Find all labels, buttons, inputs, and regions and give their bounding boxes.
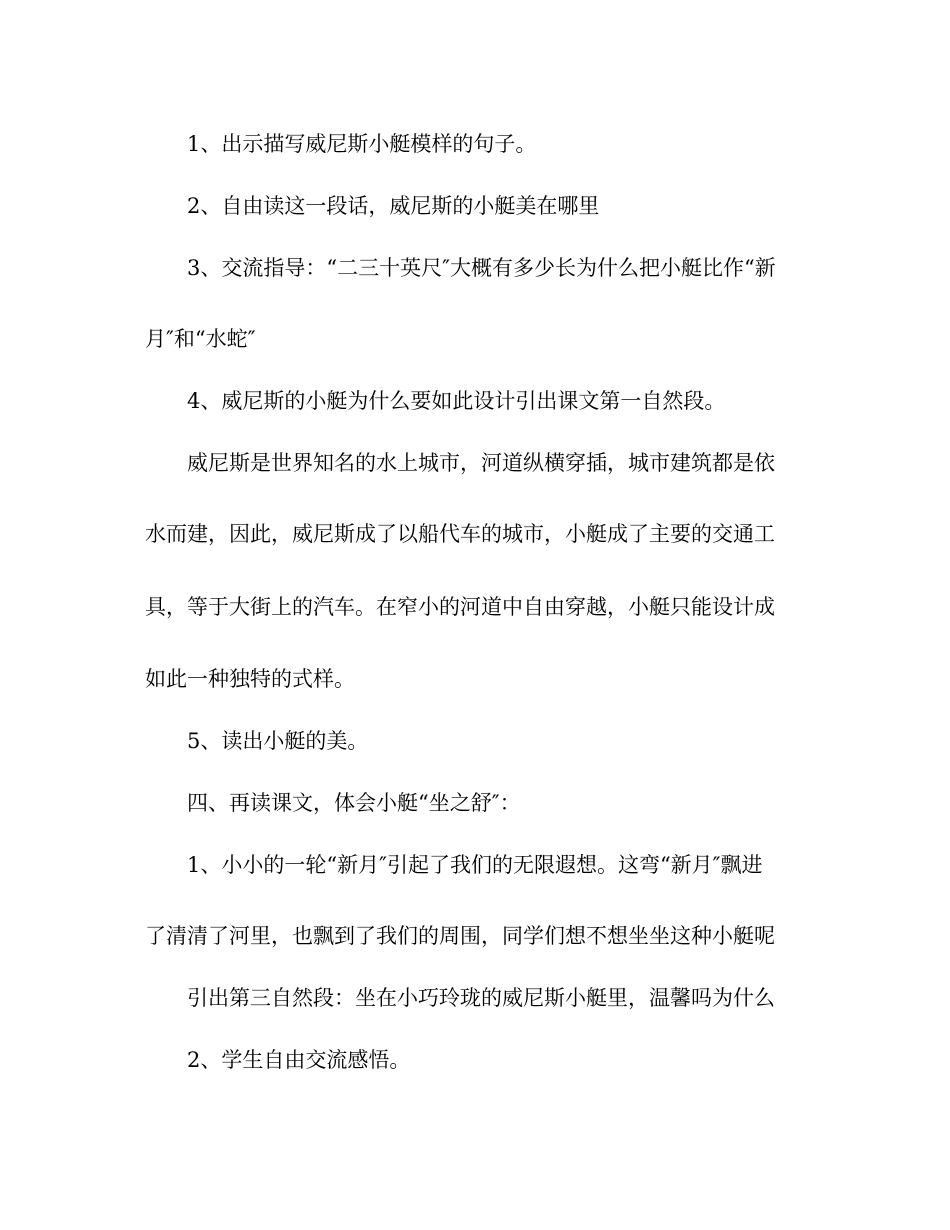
text-line-9: 如此一种独特的式样。 [145, 667, 355, 691]
text-line-1: 1、出示描写威尼斯小艇模样的句子。 [187, 132, 537, 156]
text-line-8: 具，等于大街上的汽车。在窄小的河道中自由穿越，小艇只能设计成 [145, 595, 775, 619]
text-line-5: 4、威尼斯的小艇为什么要如此设计引出课文第一自然段。 [187, 389, 726, 413]
text-line-3: 3、交流指导：“二三十英尺″大概有多少长为什么把小艇比作“新 [187, 256, 776, 280]
text-line-15: 2、学生自由交流感悟。 [187, 1048, 411, 1072]
text-line-7: 水而建，因此，威尼斯成了以船代车的城市，小艇成了主要的交通工 [145, 522, 775, 546]
text-line-4: 月″和“水蛇″ [145, 327, 256, 351]
text-line-14: 引出第三自然段：坐在小巧玲珑的威尼斯小艇里，温馨吗为什么 [187, 986, 775, 1010]
text-line-6: 威尼斯是世界知名的水上城市，河道纵横穿插，城市建筑都是依 [187, 451, 775, 475]
text-line-12: 1、小小的一轮“新月″引起了我们的无限遐想。这弯“新月″飘进 [187, 853, 763, 877]
text-line-13: 了清清了河里，也飘到了我们的周围，同学们想不想坐坐这种小艇呢 [145, 924, 775, 948]
text-line-2: 2、自由读这一段话，威尼斯的小艇美在哪里 [187, 194, 600, 218]
text-line-10: 5、读出小艇的美。 [187, 729, 369, 753]
text-line-11: 四、再读课文，体会小艇“坐之舒″： [187, 791, 521, 815]
